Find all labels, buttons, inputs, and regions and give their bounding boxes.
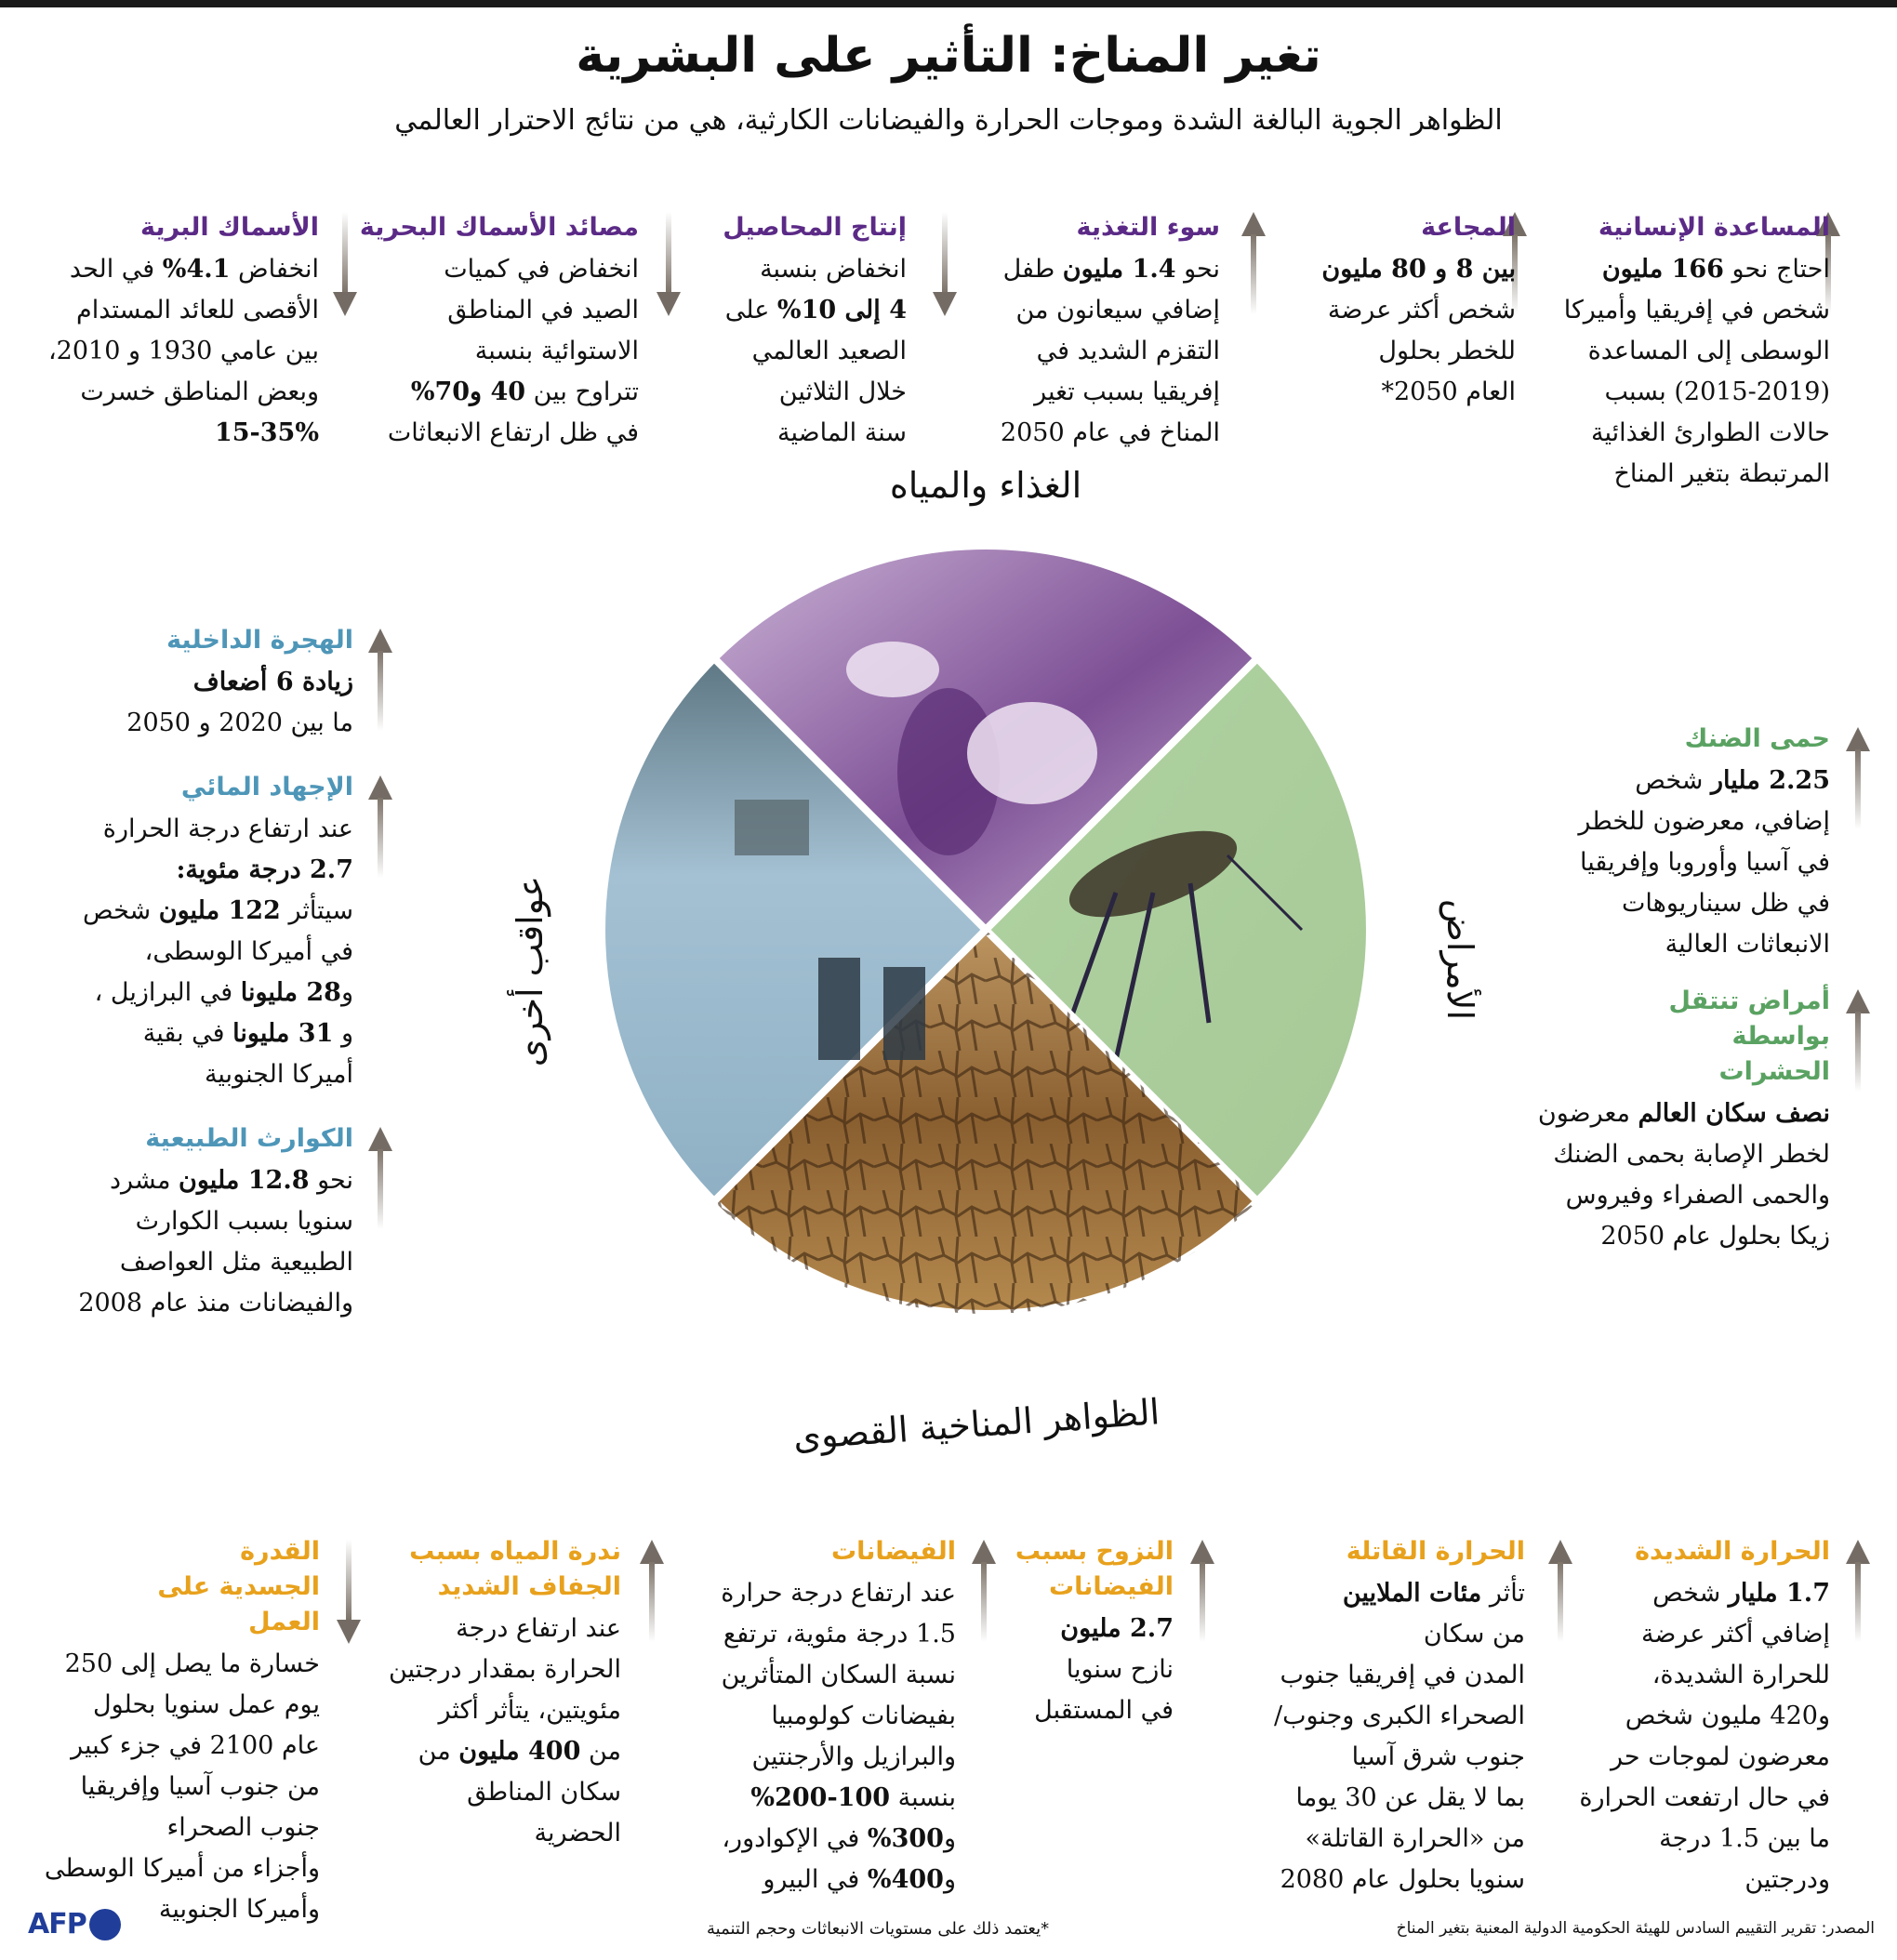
stat-title: الحرارة القاتلة (1346, 1537, 1525, 1566)
stat-title: أمراض تنتقل بواسطة الحشرات (1668, 987, 1830, 1086)
stat-natural-disasters (37, 1121, 353, 1324)
stat-line: إضافي أكثر عرضة (1640, 1620, 1830, 1649)
stat-line: المدن في إفريقيا جنوب (1280, 1661, 1525, 1689)
stat-humanitarian-aid (1523, 210, 1830, 495)
stat-body (1265, 249, 1516, 413)
stat-severe-heat (1532, 1534, 1830, 1900)
stat-line: المرتبطة بتغير المناخ (1613, 459, 1830, 488)
stat-line: و28 مليونا في البرازيل ، (94, 978, 353, 1007)
stat-title: الفيضانات (831, 1537, 956, 1566)
stat-line: الحضرية (534, 1819, 621, 1847)
stat-line: والحمى الصفراء وفيروس (1565, 1181, 1830, 1210)
stat-line: من جنوب آسيا وإفريقيا (80, 1772, 320, 1801)
stat-water-stress (37, 770, 353, 1095)
stat-floods (668, 1534, 956, 1900)
stat-deadly-heat (1218, 1534, 1525, 1900)
stat-flood-displacement (988, 1534, 1174, 1731)
stat-line: نسبة السكان المتأثرين (721, 1661, 956, 1689)
stat-body (22, 1644, 320, 1930)
stat-line: انخفاض في كميات (444, 255, 639, 284)
stat-line: للخطر بحلول (1378, 337, 1516, 365)
stat-body (950, 249, 1220, 454)
afp-logo-text: AFP (28, 1908, 86, 1940)
stat-line: المناخ في عام 2050 (1000, 418, 1220, 447)
page-subtitle: الظواهر الجوية البالغة الشدة وموجات الحرارة والفيضانات الكارثية، هي من نتائج الاحترار العالمي (394, 104, 1503, 137)
stat-line: في المستقبل (1034, 1696, 1174, 1725)
pie-label-food-water: الغذاء والمياه (889, 465, 1082, 506)
stat-body (1458, 1093, 1830, 1257)
stat-line: مئويتين، يتأثر أكثر (438, 1696, 621, 1725)
stat-line: و 31 مليونا في بقية (142, 1019, 353, 1048)
stat-title: ندرة المياه بسبب الجفاف الشديد (409, 1537, 621, 1601)
stat-line: شخص أكثر عرضة (1327, 296, 1516, 324)
stat-line: بما لا يقل عن 30 يوما (1295, 1783, 1525, 1812)
stat-line: 2.7 مليون (1060, 1614, 1174, 1643)
stat-line: تأثر مئات الملايين (1342, 1579, 1525, 1608)
stat-line: يوم عمل سنويا بحلول (92, 1690, 320, 1719)
stat-title: الإجهاد المائي (180, 773, 353, 801)
stat-line: في آسيا وأوروبا وإفريقيا (1580, 848, 1830, 877)
stat-title: الأسماك البرية (139, 213, 319, 242)
stat-line: ودرجتين (1744, 1865, 1830, 1894)
stat-line: سكان المناطق (467, 1778, 621, 1807)
stat-line: و300% في الإكوادور، (722, 1824, 956, 1853)
stat-body (46, 662, 353, 744)
stat-body (37, 809, 353, 1095)
stat-hunger (1265, 210, 1516, 413)
down-arrow-icon (933, 212, 957, 316)
stat-line: عند ارتفاع درجة حرارة (721, 1579, 956, 1608)
stat-line: إضافي سيعانون من (1015, 296, 1220, 324)
stat-line: خلال الثلاثين (778, 377, 907, 406)
stat-line: ما بين 1.5 درجة (1659, 1824, 1830, 1853)
stat-wild-fish (31, 210, 319, 454)
page-title: تغير المناخ: التأثير على البشرية (576, 28, 1321, 84)
stat-body (1218, 1573, 1525, 1900)
top-bar (0, 0, 1897, 7)
pie-label-other: عواقب أخرى (510, 876, 551, 1067)
footnote: *يعتمد ذلك على مستويات الانبعاثات وحجم التنمية (707, 1919, 1050, 1939)
stat-vector-diseases (1458, 984, 1830, 1257)
stat-line: وأميركا الجنوبية (158, 1895, 320, 1924)
stat-line: 1.7 مليار شخص (1652, 1579, 1830, 1608)
stat-title: المساعدة الإنسانية (1598, 213, 1830, 242)
stat-body (1495, 761, 1830, 965)
stat-body (361, 1609, 621, 1854)
stat-line: إضافي، معرضون للخطر (1578, 807, 1830, 836)
stat-title: الكوارث الطبيعية (145, 1124, 353, 1153)
stat-title: الهجرة الداخلية (166, 626, 353, 655)
stat-crop-production (665, 210, 907, 454)
stat-line: جنوب شرق آسيا (1351, 1742, 1525, 1771)
stat-line: بين 8 و 80 مليون (1321, 255, 1516, 284)
stat-line: خسارة ما يصل إلى 250 (64, 1649, 320, 1678)
stat-line: 2.25 مليار شخص (1635, 766, 1830, 795)
stat-title: حمى الضنك (1684, 724, 1830, 753)
stat-line: سنويا بحلول عام 2080 (1280, 1865, 1525, 1894)
stat-line: زيكا بحلول عام 2050 (1600, 1222, 1830, 1251)
stat-body (668, 1573, 956, 1900)
stat-line: الصحراء الكبرى وجنوب/ (1274, 1702, 1525, 1730)
stat-line: 4 إلى 10% على (724, 296, 907, 324)
pie-label-extreme-weather: الظواهر المناخية القصوى (791, 1391, 1161, 1458)
stat-line: عام 2100 في جزء كبير (71, 1731, 320, 1760)
stat-line: في ظل سيناريوهات (1621, 889, 1830, 918)
stat-line: الطبيعية مثل العواصف (119, 1248, 353, 1277)
stat-title: الحرارة الشديدة (1635, 1537, 1830, 1566)
stat-line: في ظل ارتفاع الانبعاثات (387, 418, 639, 447)
stat-line: 1.5 درجة مئوية، ترتفع (723, 1620, 956, 1649)
stat-labor-capacity (22, 1534, 320, 1930)
stat-line: (2015-2019) بسبب (1604, 377, 1830, 406)
stat-line: الصيد في المناطق (447, 296, 639, 324)
stat-line: جنوب الصحراء (166, 1813, 320, 1842)
stat-line: من سكان (1423, 1620, 1525, 1649)
down-arrow-icon (657, 212, 681, 316)
stat-title: إنتاج المحاصيل (723, 213, 907, 242)
stat-body (988, 1609, 1174, 1731)
stat-line: بين عامي 1930 و 2010، (47, 337, 319, 365)
stat-title: النزوح بسبب الفيضانات (1015, 1537, 1174, 1601)
stat-line: زيادة 6 أضعاف (192, 668, 353, 696)
stat-line: والبرازيل والأرجنتين (751, 1742, 956, 1771)
stat-line: والفيضانات منذ عام 2008 (78, 1289, 353, 1318)
stat-line: التقزم الشديد في (1036, 337, 1220, 365)
stat-line: و420 مليون شخص (1625, 1702, 1830, 1730)
stat-line: للحرارة الشديدة، (1652, 1661, 1830, 1689)
stat-line: الحرارة بمقدار درجتين (388, 1655, 621, 1684)
afp-logo-circle-icon (89, 1909, 121, 1940)
stat-line: احتاج نحو 166 مليون (1601, 255, 1830, 284)
stat-malnutrition (950, 210, 1220, 454)
impact-pie (595, 539, 1376, 1320)
stat-line: نازح سنويا (1066, 1655, 1174, 1684)
stat-line: شخص في إفريقيا وأميركا (1563, 296, 1830, 324)
stat-line: الأقصى للعائد المستدام (76, 296, 319, 324)
stat-line: عند ارتفاع درجة الحرارة (102, 814, 353, 843)
stat-line: إفريقيا بسبب تغير (1034, 377, 1220, 406)
stat-line: وأجزاء من أميركا الوسطى (44, 1854, 320, 1883)
stat-line: الصعيد العالمي (751, 337, 907, 365)
stat-line: انخفاض بنسبة (760, 255, 907, 284)
stat-line: أميركا الجنوبية (204, 1060, 353, 1089)
stat-line: نحو 12.8 مليون مشرد (109, 1166, 353, 1195)
down-arrow-icon (337, 1540, 361, 1644)
stat-line: نحو 1.4 مليون طفل (1002, 255, 1220, 284)
stat-line: الاستوائية بنسبة (474, 337, 639, 365)
stat-body (37, 1160, 353, 1324)
stat-title: مصائد الأسماك البحرية (359, 213, 639, 242)
stat-line: نصف سكان العالم معرضون (1537, 1099, 1830, 1128)
stat-line: الوسطى إلى المساعدة (1587, 337, 1830, 365)
stat-title: القدرة الجسدية على العمل (157, 1537, 320, 1636)
afp-logo (28, 1908, 121, 1940)
stat-line: بنسبة 100-200% (750, 1783, 956, 1812)
stat-title: سوء التغذية (1076, 213, 1220, 242)
stat-line: في حال ارتفعت الحرارة (1579, 1783, 1830, 1812)
stat-body (332, 249, 639, 454)
stat-line: لخطر الإصابة بحمى الضنك (1553, 1140, 1830, 1169)
down-arrow-icon (333, 212, 357, 316)
stat-line: وبعض المناطق خسرت (80, 377, 319, 406)
stat-line: العام 2050* (1381, 377, 1516, 406)
stat-line: من «الحرارة القاتلة» (1305, 1824, 1525, 1853)
stat-body (1532, 1573, 1830, 1900)
pie-label-diseases: الأمراض (1439, 898, 1480, 1021)
stat-body (1523, 249, 1830, 495)
stat-dengue (1495, 722, 1830, 965)
stat-internal-migration (46, 623, 353, 744)
stat-line: من 400 مليون من (418, 1737, 621, 1766)
stat-line: الانبعاثات العالية (1665, 930, 1830, 959)
stat-line: عند ارتفاع درجة (456, 1614, 621, 1643)
source-credit: المصدر: تقرير التقييم السادس للهيئة الحكومية الدولية المعنية بتغير المناخ (1396, 1919, 1875, 1938)
stat-title: المجاعة (1421, 213, 1516, 242)
stat-line: 15-35% (214, 418, 319, 447)
stat-line: حالات الطوارئ الغذائية (1591, 418, 1830, 447)
stat-line: في أميركا الوسطى، (144, 937, 353, 966)
stat-water-scarcity (361, 1534, 621, 1854)
stat-body (31, 249, 319, 454)
stat-line: تتراوح بين 40 و70% (410, 377, 639, 406)
stat-marine-fisheries (332, 210, 639, 454)
stat-line: بفيضانات كولومبيا (771, 1702, 956, 1730)
stat-line: سنويا بسبب الكوارث (135, 1207, 353, 1236)
stat-line: ما بين 2020 و 2050 (126, 709, 353, 737)
stat-line: معرضون لموجات حر (1611, 1742, 1830, 1771)
stat-line: 2.7 درجة مئوية: (176, 855, 353, 884)
stat-line: سيتأثر 122 مليون شخص (83, 896, 353, 925)
stat-body (665, 249, 907, 454)
stat-line: سنة الماضية (777, 418, 907, 447)
stat-line: و400% في البيرو (763, 1865, 956, 1894)
stat-line: انخفاض 4.1% في الحد (69, 255, 319, 284)
